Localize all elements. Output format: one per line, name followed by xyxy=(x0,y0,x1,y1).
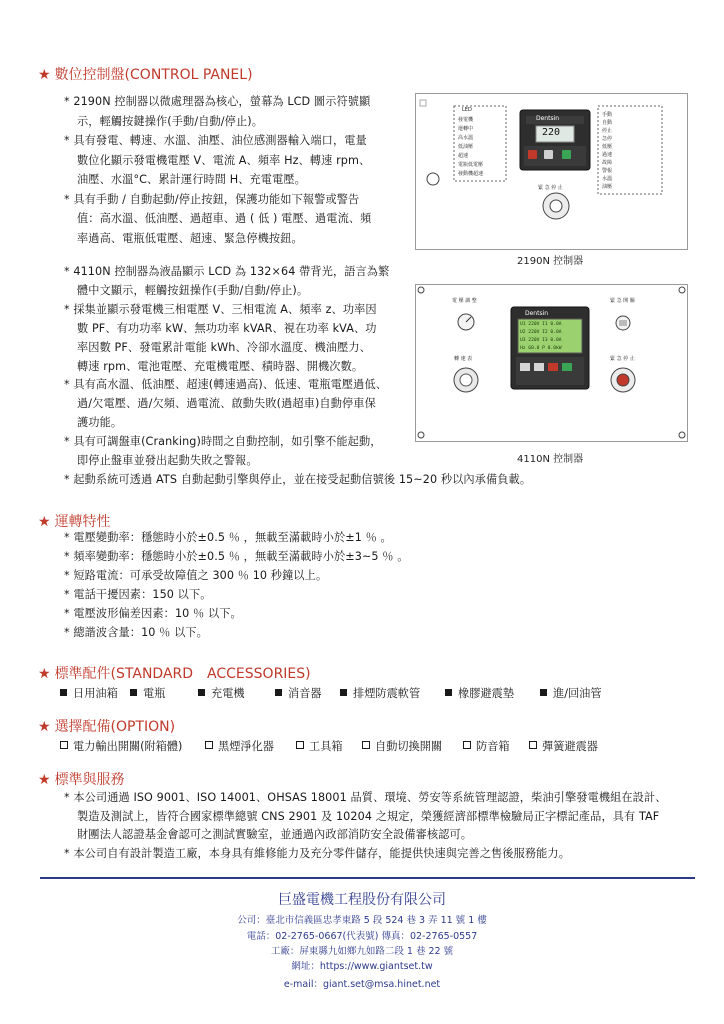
checkbox-icon xyxy=(205,741,213,749)
description-line: * 具有發電、轉速、水溫、油壓、油位感測器輸入端口，電量 xyxy=(64,134,367,147)
service-line: * 本公司通過 ISO 9001、ISO 14001、OHSAS 18001 品質、環境、勞安等系統管理認證，柴油引擎發電機組在設計、 xyxy=(64,791,667,804)
screen-line: U3 220V I3 0.0A xyxy=(520,338,562,343)
controller-2190-display: 220 xyxy=(542,127,561,138)
footer-factory: 工廠：屏東縣九如鄉九如路二段 1 巷 22 號 xyxy=(270,946,454,957)
description-line: 油壓、水溫°C、累計運行時間 H、充電電壓。 xyxy=(77,173,306,186)
standard-accessory-label: 充電機 xyxy=(211,687,245,700)
legend-item: 故障 xyxy=(602,160,613,166)
description-line: 值：高水溫、低油壓、過超車、過 ( 低 ) 電壓、過電流、頻 xyxy=(77,212,372,225)
square-bullet-icon xyxy=(275,689,282,696)
option-item-label: 黑煙淨化器 xyxy=(218,740,274,753)
controller-4110-voltage-label: 電 壓 調 整 xyxy=(452,298,477,304)
running-characteristic: * 電壓波形偏差因素：10 ％ 以下。 xyxy=(64,607,242,620)
screen-line: Hz 60.0 P 0.0kW xyxy=(520,346,562,351)
standard-accessory-label: 電瓶 xyxy=(143,687,166,700)
footer-email: e-mail：giant.set@msa.hinet.net xyxy=(283,979,441,990)
square-bullet-icon xyxy=(60,689,67,696)
running-characteristic: * 電話干擾因素：150 以下。 xyxy=(64,588,212,601)
option-item xyxy=(205,738,274,754)
controller-4110-illustration xyxy=(416,285,687,441)
description-line: * 具有可調盤車(Cranking)時間之自動控制，如引擎不能起動， xyxy=(64,435,382,449)
legend-item: 過速 xyxy=(602,152,613,158)
standard-accessory xyxy=(60,685,118,701)
screen-line: U1 220V I1 0.0A xyxy=(520,322,562,327)
standard-accessory xyxy=(340,685,420,701)
legend-item: 油壓 xyxy=(602,184,613,190)
star-icon: ★ xyxy=(38,772,51,788)
option-item-label: 自動切換開關 xyxy=(375,740,443,753)
checkbox-icon xyxy=(296,741,304,749)
description-line: 率因數 PF、發電累計電能 kWh、冷卻水溫度、機油壓力、 xyxy=(77,340,371,354)
square-bullet-icon xyxy=(445,689,452,696)
description-line: * 4110N 控制器為液晶顯示 LCD 為 132×64 帶背光，語言為繁 xyxy=(64,265,390,278)
running-characteristic: * 總諧波含量：10 ％ 以下。 xyxy=(64,626,208,639)
controller-2190-left-legend xyxy=(458,116,483,179)
controller-4110-brand: Dentsin xyxy=(525,310,549,317)
controller-2190-figure xyxy=(415,93,688,250)
description-line: * 具有手動 / 自動起動/停止按鈕，保護功能如下報警或警告 xyxy=(64,192,360,206)
legend-item: 停止 xyxy=(602,128,613,134)
service-line: 製造及測試上，皆符合國家標準總號 CNS 2901 及 10204 之規定，榮獲經濟部標準檢驗局正字標記產品，具有 TAF xyxy=(77,809,660,823)
description-line: 示，輕觸按鍵操作(手動/自動/停止)。 xyxy=(77,114,263,128)
standard-accessory-label: 橡膠避震墊 xyxy=(458,687,514,700)
description-line: 率過高、電瓶低電壓、超速、緊急停機按鈕。 xyxy=(77,231,303,245)
option-item xyxy=(296,738,343,754)
running-characteristic: * 電壓變動率：穩態時小於±0.5 ％ ，無載至滿載時小於±1 ％ 。 xyxy=(64,531,392,544)
controller-2190-right-legend xyxy=(602,111,612,191)
section-title-standard: ★ 標準配件(STANDARD ACCESSORIES) xyxy=(38,666,311,682)
description-line: * 2190N 控制器以微處理器為核心，螢幕為 LCD 圖示符號顯 xyxy=(64,95,371,108)
footer-company-name: 巨盛電機工程股份有限公司 xyxy=(278,892,446,908)
option-item-label: 防音箱 xyxy=(476,740,510,753)
option-item-label: 電力輸出開關(附箱體) xyxy=(73,740,183,753)
option-item-label: 工具箱 xyxy=(309,740,343,753)
controller-4110-emergency-switch-label: 緊 急 開 關 xyxy=(610,298,635,304)
section-title-running: ★ 運轉特性 xyxy=(38,514,111,530)
controller-4110-screen xyxy=(520,321,562,353)
description-line: 數位化顯示發電機電壓 V、電流 A、頻率 Hz、轉速 rpm、 xyxy=(77,153,371,167)
description-line: 轉速 rpm、電池電壓、充電機電壓、積時器、開機次數。 xyxy=(77,359,364,373)
running-characteristic: * 頻率變動率：穩態時小於±0.5 ％ ，無載至滿載時小於±3~5 ％ 。 xyxy=(64,550,409,563)
standard-accessory xyxy=(275,685,322,701)
legend-item: 發動機超速 xyxy=(458,171,484,177)
legend-item: 超速 xyxy=(458,153,469,159)
controller-2190-brand: Dentsin xyxy=(536,115,560,122)
option-item xyxy=(60,738,182,754)
section-title-option: ★ 選擇配備(OPTION) xyxy=(38,719,176,735)
section-title-control-panel: ★ 數位控制盤(CONTROL PANEL) xyxy=(38,67,253,83)
legend-title-left: LED xyxy=(462,107,472,113)
controller-4110-estop-label: 緊 急 停 止 xyxy=(610,356,635,362)
star-icon: ★ xyxy=(38,666,51,682)
legend-item: 運轉中 xyxy=(458,126,474,132)
caption-4110: 4110N 控制器 xyxy=(517,454,584,465)
star-icon: ★ xyxy=(38,719,51,735)
footer-divider xyxy=(40,877,695,879)
option-item-label: 彈簧避震器 xyxy=(542,740,598,753)
legend-item: 手動 xyxy=(602,112,613,118)
checkbox-icon xyxy=(60,741,68,749)
standard-accessory-label: 排煙防震軟管 xyxy=(353,687,421,700)
footer-phone: 電話：02-2765-0667(代表號) 傳真：02-2765-0557 xyxy=(246,931,478,942)
standard-accessory xyxy=(445,685,514,701)
legend-item: 自動 xyxy=(602,120,613,126)
screen-line: U2 220V I2 0.0A xyxy=(520,330,562,335)
caption-2190: 2190N 控制器 xyxy=(517,256,584,267)
square-bullet-icon xyxy=(130,689,137,696)
description-line: 護功能。 xyxy=(77,416,123,430)
legend-item: 低壓 xyxy=(602,144,613,150)
checkbox-icon xyxy=(529,741,537,749)
option-item xyxy=(529,738,598,754)
description-line: * 採集並顯示發電機三相電壓 V、三相電流 A、頻率 z、功率因 xyxy=(64,302,377,316)
service-line: 財團法人認證基金會認可之測試實驗室，並通過內政部消防安全設備審核認可。 xyxy=(77,828,473,841)
description-line: 體中文顯示，輕觸按鈕操作(手動/自動/停止)。 xyxy=(77,283,309,297)
description-line: 數 PF、有功功率 kW、無功功率 kVAR、視在功率 kVA、功 xyxy=(77,321,377,335)
standard-accessory xyxy=(198,685,245,701)
checkbox-icon xyxy=(463,741,471,749)
option-item xyxy=(362,738,442,754)
checkbox-icon xyxy=(362,741,370,749)
section-title-service: ★ 標準與服務 xyxy=(38,772,125,788)
legend-item: 電瓶低電壓 xyxy=(458,162,484,168)
controller-2190-estop-label: 緊 急 停 止 xyxy=(538,185,563,191)
legend-item: 水溫 xyxy=(602,176,613,182)
option-item xyxy=(463,738,510,754)
description-line: 即停止盤車並發出起動失敗之警報。 xyxy=(77,454,258,467)
standard-accessory-label: 進/回油管 xyxy=(553,687,602,700)
description-line: 過/欠電壓、過/欠頻、過電流、啟動失敗(過超車)自動停車保 xyxy=(77,397,376,411)
standard-accessory xyxy=(130,685,165,701)
legend-item: 警報 xyxy=(602,168,613,174)
legend-item: 高水溫 xyxy=(458,135,474,141)
standard-accessory-label: 消音器 xyxy=(288,687,322,700)
footer-website: 網址：https://www.giantset.tw xyxy=(291,961,433,972)
controller-4110-tachometer-label: 轉 速 表 xyxy=(454,356,473,362)
star-icon: ★ xyxy=(38,67,51,83)
controller-4110-figure xyxy=(415,284,688,442)
running-characteristic: * 短路電流：可承受故障值之 300 ％ 10 秒鐘以上。 xyxy=(64,569,328,582)
standard-accessory xyxy=(540,685,602,701)
square-bullet-icon xyxy=(198,689,205,696)
legend-item: 急停 xyxy=(602,136,613,142)
service-line: * 本公司自有設計製造工廠，本身具有維修能力及充分零件儲存，能提供快速與完善之售後服務能力。 xyxy=(64,846,571,860)
square-bullet-icon xyxy=(340,689,347,696)
legend-item: 低油壓 xyxy=(458,144,474,150)
description-line: * 起動系統可透過 ATS 自動起動引擎與停止，並在接受起動信號後 15~20 秒以內承備負載。 xyxy=(64,472,532,486)
description-line: * 具有高水溫、低油壓、超速(轉速過高)、低速、電瓶電壓過低、 xyxy=(64,378,388,392)
legend-item: 發電機 xyxy=(458,117,474,123)
star-icon: ★ xyxy=(38,514,51,530)
standard-accessory-label: 日用油箱 xyxy=(73,687,118,700)
square-bullet-icon xyxy=(540,689,547,696)
footer-address: 公司：臺北市信義區忠孝東路 5 段 524 巷 3 弄 11 號 1 樓 xyxy=(237,915,487,926)
